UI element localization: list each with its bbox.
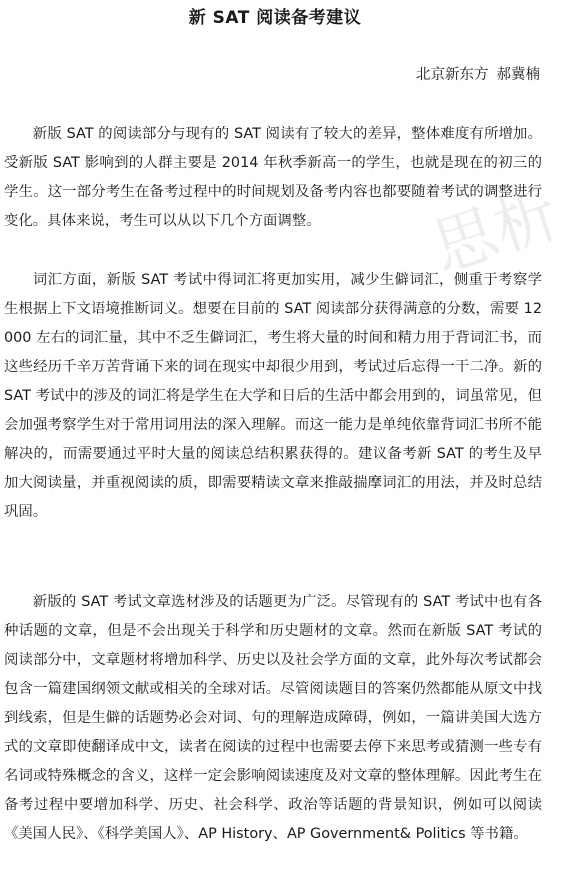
paragraph-vocabulary: 词汇方面，新版 SAT 考试中得词汇将更加实用，减少生僻词汇，侧重于考察学生根据上下文语境推断词义。想要在目前的 SAT 阅读部分获得满意的分数，需要 12000 左右的词汇量，其中不乏生僻词汇，考生将大量的时间和精力用于背词汇书，而这些经历千辛万苦背诵下来的词在现实中却很少用到，考试过后忘得一干二净。新的 SAT 考试中的涉及的词汇将是学生在大学和日后的生活中都会用到的，词虽常见，但会加强考察学生对于常用词用法的深入理解。而这一能力是单纯依靠背词汇书所不能解决的，而需要通过平时大量的阅读总结积累获得的。建议备考新 SAT 的考生及早加大阅读量，并重视阅读的质，即需要精读文章来推敲揣摩词汇的用法，并及时总结巩固。 — [4, 272, 542, 520]
author-name: 郝冀楠 — [496, 67, 540, 83]
watermark-logo: 思析 — [423, 176, 569, 287]
paragraph-intro: 新版 SAT 的阅读部分与现有的 SAT 阅读有了较大的差异，整体难度有所增加。受新版 SAT 影响到的人群主要是 2014 年秋季新高一的学生，也就是现在的初三的学生。这一部分考生在备考过程中的时间规划及备考内容也都要随着考试的调整进行变化。具体来说，考生可以从以下几个方面调整。 — [4, 126, 542, 229]
paragraph-topics: 新版的 SAT 考试文章选材涉及的话题更为广泛。尽管现有的 SAT 考试中也有各种话题的文章，但是不会出现关于科学和历史题材的文章。然而在新版 SAT 考试的阅读部分中，文章题材将增加科学、历史以及社会学方面的文章，此外每次考试都会包含一篇建国纲领文献或相关的全球对话。尽管阅读题目的答案仍然都能从原文中找到线索，但是生僻的话题势必会对词、句的理解造成障碍，例如，一篇讲美国大选方式的文章即使翻译成中文，读者在阅读的过程中也需要去停下来思考或猜测一些专有名词或特殊概念的含义，这样一定会影响阅读速度及对文章的整体理解。因此考生在备考过程中要增加科学、历史、社会科学、政治等话题的背景知识，例如可以阅读《美国人民》、《科学美国人》、AP History、AP Government& Politics 等书籍。 — [4, 594, 542, 842]
document-title: 新 SAT 阅读备考建议 — [188, 8, 362, 28]
author-line — [416, 64, 540, 86]
author-organization: 北京新东方 — [416, 67, 489, 83]
